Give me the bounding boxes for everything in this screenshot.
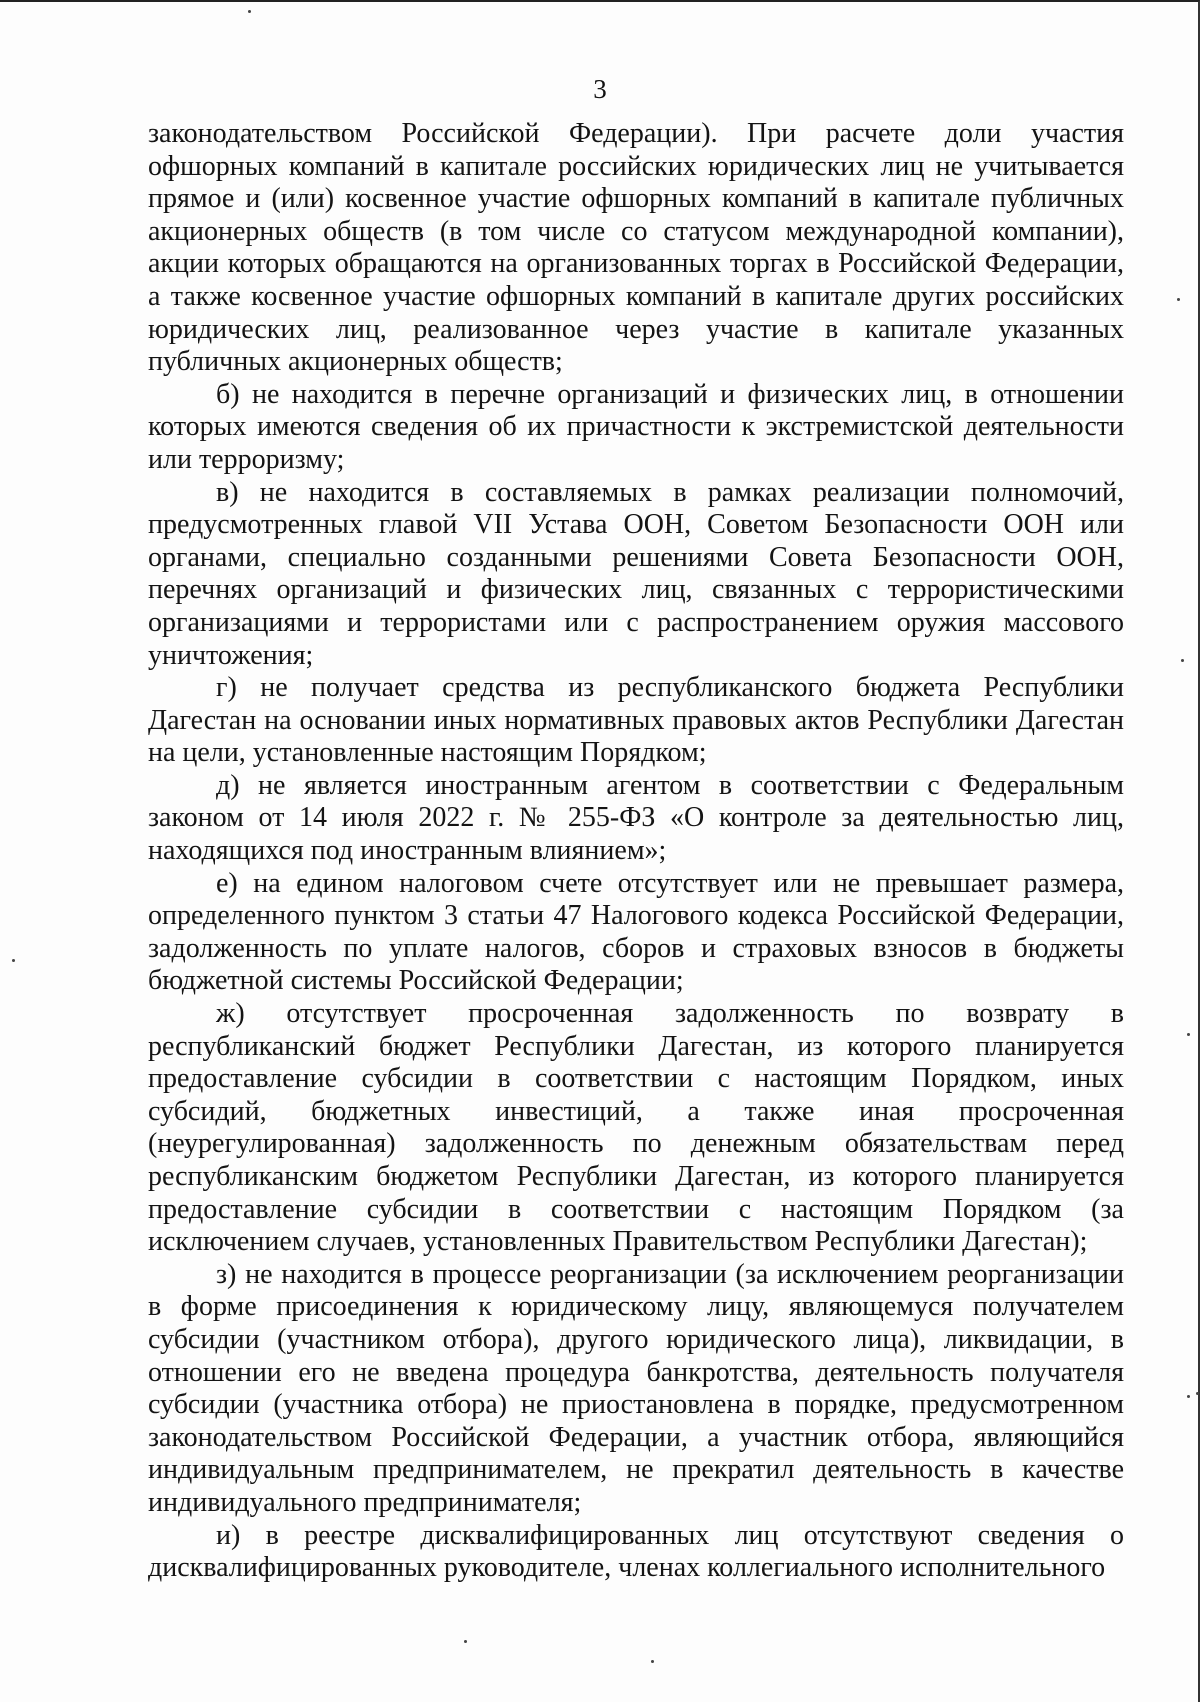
paragraph-item-v: в) не находится в составляемых в рамках реализации полномочий, предусмотренных главой VII Устава ООН, Советом Безопасности ООН или органами, специально созданными решениями Совета Безопасности ООН, перечнях организаций и физических лиц, связанных с террористическими организациями и террористами или с распространением оружия массового уничтожения; — [148, 476, 1124, 671]
paragraph-item-g: г) не получает средства из республиканского бюджета Республики Дагестан на основании иных нормативных правовых актов Республики Дагестан на цели, установленные настоящим Порядком; — [148, 672, 1124, 769]
paragraph-item-zh: ж) отсутствует просроченная задолженность по возврату в республиканский бюджет Республики Дагестан, из которого планируется предоставление субсидии в соответствии с настоящим Порядком, иных субсидий, бюджетных инвестиций, а также иная просроченная (неурегулированная) задолженность по денежным обязательствам перед республиканским бюджетом Республики Дагестан, из которого планируется предоставление субсидии в соответствии с настоящим Порядком (за исключением случаев, установленных Правительством Республики Дагестан); — [148, 998, 1124, 1258]
paragraph-item-z: з) не находится в процессе реорганизации (за исключением реорганизации в форме присоединения к юридическому лицу, являющемуся получателем субсидии (участником отбора), другого юридического лица), ликвидации, в отношении его не введена процедура банкротства, деятельность получателя субсидии (участника отбора) не приостановлена в порядке, предусмотренном законодательством Российской Федерации, а участник отбора, являющийся индивидуальным предпринимателем, не прекратил деятельность в качестве индивидуального предпринимателя; — [148, 1258, 1124, 1518]
scan-speck — [1187, 1033, 1190, 1036]
paragraph-intro-continuation: законодательством Российской Федерации). При расчете доли участия офшорных компаний в капитале российских юридических лиц не учитывается прямое и (или) косвенное участие офшорных компаний в капитале публичных акционерных обществ (в том числе со статусом международной компании), акции которых обращаются на организованных торгах в Российской Федерации, а также косвенное участие офшорных компаний в капитале других российских юридических лиц, реализованное через участие в капитале указанных публичных акционерных обществ; — [148, 118, 1124, 378]
document-body — [148, 118, 1124, 1585]
paragraph-item-b: б) не находится в перечне организаций и физических лиц, в отношении которых имеются сведения об их причастности к экстремистской деятельности или терроризму; — [148, 378, 1124, 475]
scan-speck — [651, 1660, 654, 1663]
scan-speck — [1177, 298, 1180, 301]
scan-speck — [1181, 659, 1184, 662]
scan-speck — [464, 1640, 467, 1643]
page-number: 3 — [593, 74, 607, 104]
paragraph-item-e: е) на едином налоговом счете отсутствует или не превышает размера, определенного пунктом 3 статьи 47 Налогового кодекса Российской Федерации, задолженность по уплате налогов, сборов и страховых взносов в бюджеты бюджетной системы Российской Федерации; — [148, 867, 1124, 997]
paragraph-item-i: и) в реестре дисквалифицированных лиц отсутствуют сведения о дисквалифицированных руководителе, членах коллегиального исполнительного — [148, 1519, 1124, 1584]
paragraph-item-d: д) не является иностранным агентом в соответствии с Федеральным законом от 14 июля 2022 г. № 255-ФЗ «О контроле за деятельностью лиц, находящихся под иностранным влиянием»; — [148, 769, 1124, 867]
scan-speck — [12, 959, 15, 962]
scan-speck — [1196, 1392, 1199, 1395]
scan-speck — [248, 10, 251, 13]
scan-speck — [1187, 1395, 1190, 1398]
